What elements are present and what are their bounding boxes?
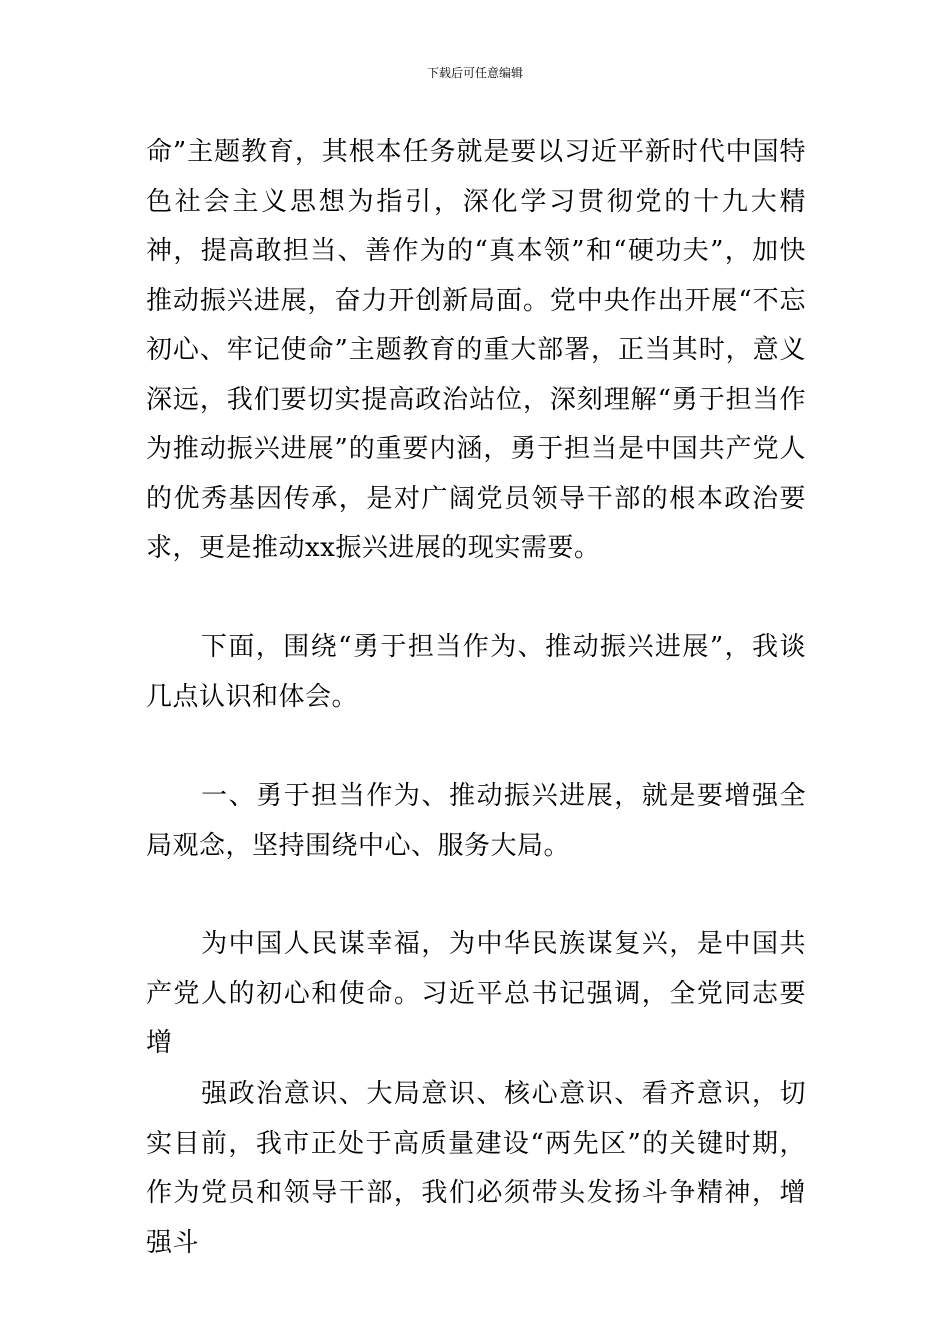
paragraph-3: 一、勇于担当作为、推动振兴进展，就是要增强全局观念，坚持围绕中心、服务大局。 xyxy=(146,781,806,861)
paragraph-5: 强政治意识、大局意识、核心意识、看齐意识，切实目前，我市正处于高质量建设“两先区”的关键时期，作为党员和领导干部，我们必须带头发扬斗争精神，增强斗 xyxy=(146,1079,806,1258)
paragraph-2: 下面，围绕“勇于担当作为、推动振兴进展”，我谈几点认识和体会。 xyxy=(146,632,806,712)
paragraph-4: 为中国人民谋幸福，为中华民族谋复兴，是中国共产党人的初心和使命。习近平总书记强调，全党同志要增 xyxy=(146,929,806,1058)
paragraph-1: 命”主题教育，其根本任务就是要以习近平新时代中国特色社会主义思想为指引，深化学习贯彻党的十九大精神，提高敢担当、善作为的“真本领”和“硬功夫”，加快推动振兴进展，奋力开创新局面。党中央作出开展“不忘初心、牢记使命”主题教育的重大部署，正当其时，意义深远，我们要切实提高政治站位，深刻理解“勇于担当作为推动振兴进展”的重要内涵，勇于担当是中国共产党人的优秀基因传承，是对广阔党员领导干部的根本政治要求，更是推动xx振兴进展的现实需要。 xyxy=(146,137,806,563)
page-header: 下载后可任意编辑 xyxy=(426,66,523,80)
